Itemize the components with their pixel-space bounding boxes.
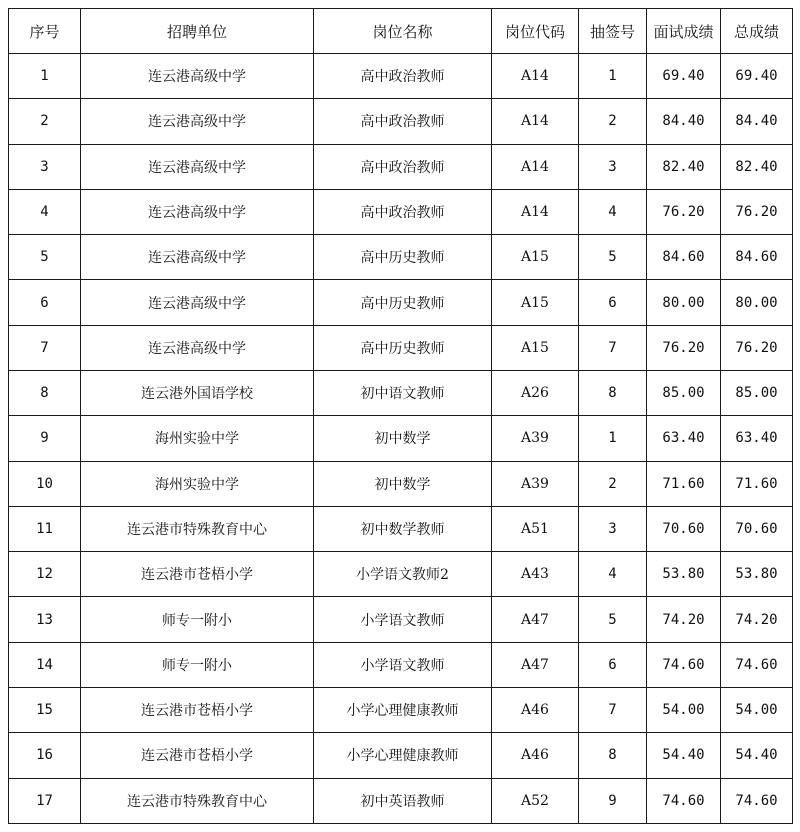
interview-results-table <box>8 8 793 824</box>
cell-position-code: A39 <box>492 416 579 461</box>
cell-position-code: A14 <box>492 54 579 99</box>
cell-position-name: 高中历史教师 <box>314 325 492 370</box>
cell-serial-number: 3 <box>9 144 81 189</box>
cell-recruiting-unit: 连云港外国语学校 <box>81 370 314 415</box>
table-row <box>9 733 793 778</box>
cell-interview-score: 74.20 <box>647 597 721 642</box>
cell-position-name: 高中历史教师 <box>314 235 492 280</box>
cell-position-name: 初中语文教师 <box>314 370 492 415</box>
cell-position-name: 小学心理健康教师 <box>314 687 492 732</box>
cell-lot-number: 4 <box>579 189 647 234</box>
cell-lot-number: 2 <box>579 99 647 144</box>
cell-recruiting-unit: 连云港高级中学 <box>81 144 314 189</box>
cell-interview-score: 63.40 <box>647 416 721 461</box>
cell-interview-score: 74.60 <box>647 642 721 687</box>
table-row <box>9 552 793 597</box>
cell-total-score: 84.60 <box>721 235 793 280</box>
table-row <box>9 189 793 234</box>
header-lot-number: 抽签号 <box>579 9 647 54</box>
table-row <box>9 597 793 642</box>
cell-position-code: A14 <box>492 144 579 189</box>
cell-lot-number: 5 <box>579 597 647 642</box>
cell-interview-score: 84.40 <box>647 99 721 144</box>
cell-lot-number: 8 <box>579 370 647 415</box>
header-serial-number: 序号 <box>9 9 81 54</box>
table-row <box>9 99 793 144</box>
table-row <box>9 416 793 461</box>
cell-serial-number: 9 <box>9 416 81 461</box>
header-position-code: 岗位代码 <box>492 9 579 54</box>
cell-total-score: 74.20 <box>721 597 793 642</box>
cell-serial-number: 6 <box>9 280 81 325</box>
cell-position-name: 高中政治教师 <box>314 99 492 144</box>
cell-lot-number: 2 <box>579 461 647 506</box>
table-row <box>9 461 793 506</box>
cell-lot-number: 1 <box>579 54 647 99</box>
cell-position-name: 小学语文教师 <box>314 642 492 687</box>
cell-serial-number: 13 <box>9 597 81 642</box>
cell-position-name: 高中政治教师 <box>314 54 492 99</box>
header-recruiting-unit: 招聘单位 <box>81 9 314 54</box>
table-row <box>9 325 793 370</box>
cell-recruiting-unit: 海州实验中学 <box>81 416 314 461</box>
cell-total-score: 80.00 <box>721 280 793 325</box>
cell-recruiting-unit: 连云港高级中学 <box>81 54 314 99</box>
cell-lot-number: 3 <box>579 506 647 551</box>
cell-position-code: A46 <box>492 687 579 732</box>
table-row <box>9 54 793 99</box>
cell-position-name: 高中政治教师 <box>314 144 492 189</box>
cell-recruiting-unit: 海州实验中学 <box>81 461 314 506</box>
cell-lot-number: 6 <box>579 642 647 687</box>
cell-total-score: 54.40 <box>721 733 793 778</box>
cell-serial-number: 15 <box>9 687 81 732</box>
cell-serial-number: 16 <box>9 733 81 778</box>
cell-recruiting-unit: 连云港高级中学 <box>81 99 314 144</box>
cell-interview-score: 54.00 <box>647 687 721 732</box>
cell-position-name: 小学语文教师2 <box>314 552 492 597</box>
cell-position-code: A47 <box>492 642 579 687</box>
cell-recruiting-unit: 师专一附小 <box>81 642 314 687</box>
cell-total-score: 84.40 <box>721 99 793 144</box>
cell-position-code: A39 <box>492 461 579 506</box>
cell-lot-number: 5 <box>579 235 647 280</box>
cell-interview-score: 70.60 <box>647 506 721 551</box>
cell-serial-number: 12 <box>9 552 81 597</box>
cell-position-name: 高中历史教师 <box>314 280 492 325</box>
cell-recruiting-unit: 连云港市苍梧小学 <box>81 733 314 778</box>
cell-recruiting-unit: 连云港高级中学 <box>81 280 314 325</box>
table-body <box>9 54 793 824</box>
cell-interview-score: 54.40 <box>647 733 721 778</box>
cell-lot-number: 4 <box>579 552 647 597</box>
cell-position-name: 初中数学 <box>314 461 492 506</box>
cell-serial-number: 8 <box>9 370 81 415</box>
cell-total-score: 70.60 <box>721 506 793 551</box>
cell-serial-number: 5 <box>9 235 81 280</box>
cell-total-score: 63.40 <box>721 416 793 461</box>
cell-interview-score: 53.80 <box>647 552 721 597</box>
cell-total-score: 74.60 <box>721 778 793 824</box>
cell-position-code: A47 <box>492 597 579 642</box>
cell-serial-number: 11 <box>9 506 81 551</box>
table-row <box>9 642 793 687</box>
table-row <box>9 687 793 732</box>
table-header-row <box>9 9 793 54</box>
cell-serial-number: 1 <box>9 54 81 99</box>
table-row <box>9 506 793 551</box>
cell-total-score: 74.60 <box>721 642 793 687</box>
cell-serial-number: 14 <box>9 642 81 687</box>
cell-position-name: 初中英语教师 <box>314 778 492 824</box>
cell-position-code: A26 <box>492 370 579 415</box>
header-total-score: 总成绩 <box>721 9 793 54</box>
cell-serial-number: 7 <box>9 325 81 370</box>
table-row <box>9 370 793 415</box>
cell-interview-score: 76.20 <box>647 325 721 370</box>
cell-total-score: 82.40 <box>721 144 793 189</box>
cell-recruiting-unit: 连云港市特殊教育中心 <box>81 778 314 824</box>
cell-recruiting-unit: 连云港高级中学 <box>81 189 314 234</box>
cell-total-score: 76.20 <box>721 325 793 370</box>
cell-interview-score: 85.00 <box>647 370 721 415</box>
cell-position-name: 小学语文教师 <box>314 597 492 642</box>
cell-total-score: 69.40 <box>721 54 793 99</box>
cell-recruiting-unit: 连云港市苍梧小学 <box>81 552 314 597</box>
cell-lot-number: 3 <box>579 144 647 189</box>
cell-interview-score: 69.40 <box>647 54 721 99</box>
cell-position-code: A14 <box>492 99 579 144</box>
cell-lot-number: 1 <box>579 416 647 461</box>
cell-lot-number: 6 <box>579 280 647 325</box>
cell-lot-number: 7 <box>579 325 647 370</box>
cell-serial-number: 2 <box>9 99 81 144</box>
cell-position-code: A15 <box>492 235 579 280</box>
cell-position-code: A46 <box>492 733 579 778</box>
cell-serial-number: 17 <box>9 778 81 824</box>
table-row <box>9 235 793 280</box>
cell-interview-score: 80.00 <box>647 280 721 325</box>
cell-position-code: A15 <box>492 325 579 370</box>
cell-recruiting-unit: 连云港市特殊教育中心 <box>81 506 314 551</box>
cell-position-code: A52 <box>492 778 579 824</box>
cell-total-score: 54.00 <box>721 687 793 732</box>
cell-lot-number: 7 <box>579 687 647 732</box>
cell-interview-score: 84.60 <box>647 235 721 280</box>
cell-position-name: 高中政治教师 <box>314 189 492 234</box>
cell-position-code: A15 <box>492 280 579 325</box>
cell-position-name: 小学心理健康教师 <box>314 733 492 778</box>
table-row <box>9 778 793 824</box>
cell-recruiting-unit: 连云港高级中学 <box>81 325 314 370</box>
cell-interview-score: 74.60 <box>647 778 721 824</box>
cell-serial-number: 4 <box>9 189 81 234</box>
cell-position-name: 初中数学 <box>314 416 492 461</box>
cell-recruiting-unit: 师专一附小 <box>81 597 314 642</box>
cell-position-code: A14 <box>492 189 579 234</box>
cell-position-code: A43 <box>492 552 579 597</box>
header-position-name: 岗位名称 <box>314 9 492 54</box>
cell-recruiting-unit: 连云港高级中学 <box>81 235 314 280</box>
cell-recruiting-unit: 连云港市苍梧小学 <box>81 687 314 732</box>
cell-lot-number: 9 <box>579 778 647 824</box>
cell-serial-number: 10 <box>9 461 81 506</box>
header-interview-score: 面试成绩 <box>647 9 721 54</box>
cell-total-score: 85.00 <box>721 370 793 415</box>
cell-total-score: 76.20 <box>721 189 793 234</box>
cell-position-name: 初中数学教师 <box>314 506 492 551</box>
cell-interview-score: 76.20 <box>647 189 721 234</box>
cell-lot-number: 8 <box>579 733 647 778</box>
table-row <box>9 144 793 189</box>
cell-interview-score: 71.60 <box>647 461 721 506</box>
cell-position-code: A51 <box>492 506 579 551</box>
cell-total-score: 71.60 <box>721 461 793 506</box>
cell-interview-score: 82.40 <box>647 144 721 189</box>
table-row <box>9 280 793 325</box>
cell-total-score: 53.80 <box>721 552 793 597</box>
